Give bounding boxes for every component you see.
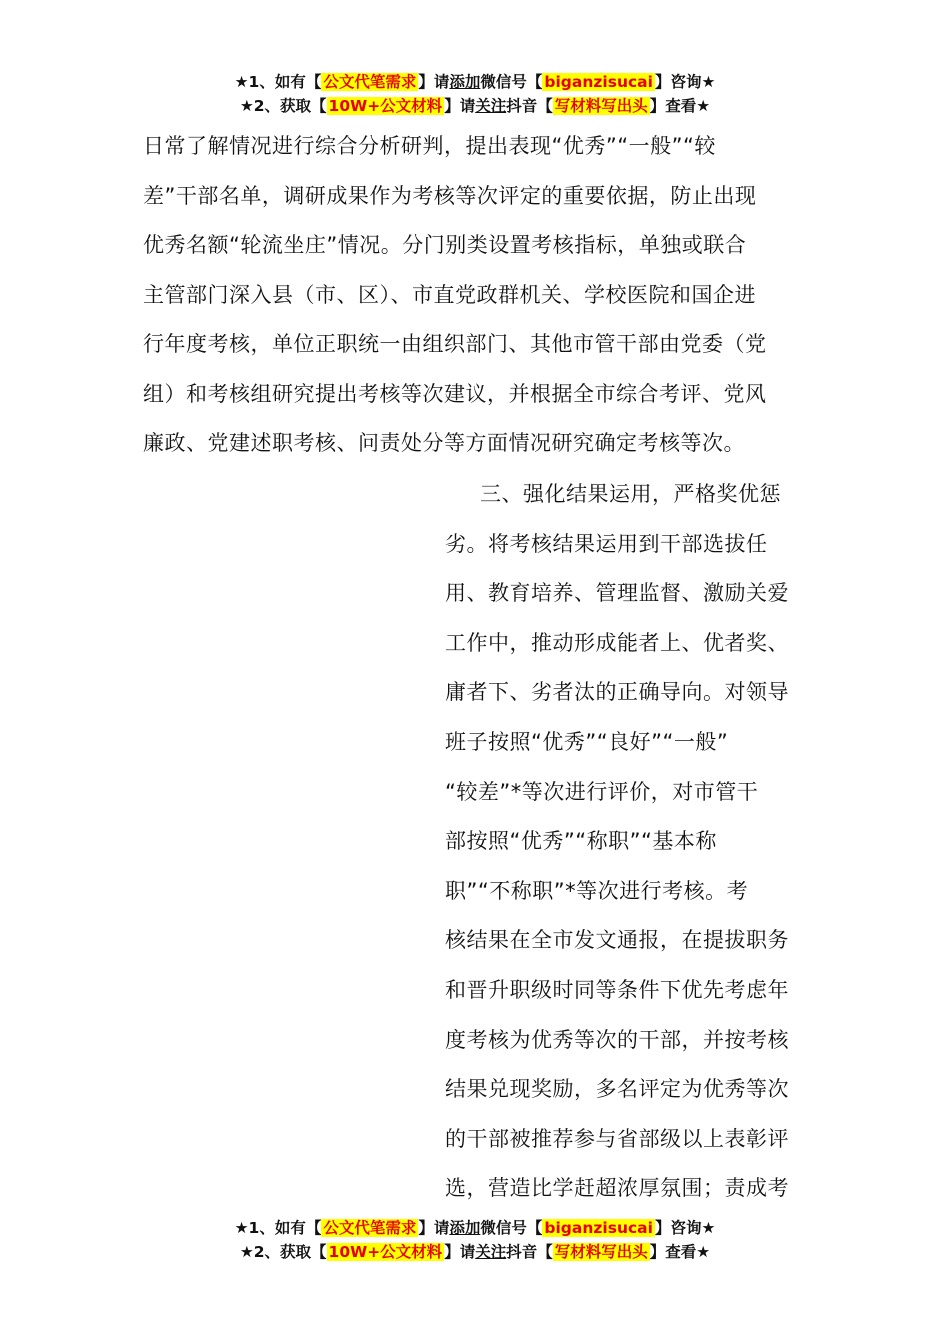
paragraph-2-line: 度考核为优秀等次的干部，并按考核: [445, 1027, 789, 1052]
paragraph-2-line: 核结果在全市发文通报，在提拔职务: [445, 928, 789, 953]
banner-line-2-mid-1: 】请: [444, 97, 476, 115]
paragraph-2-line: 工作中，推动形成能者上、优者奖、: [445, 630, 789, 655]
footer-banner: [0, 1216, 950, 1264]
paragraph-1-line: 差”干部名单，调研成果作为考核等次评定的重要依据，防止出现: [143, 183, 757, 208]
paragraph-2: [445, 470, 810, 1214]
paragraph-2-line: “较差”*等次进行评价，对市管干: [445, 779, 759, 804]
banner-line-1-suffix: 】咨询★: [654, 1219, 716, 1237]
banner-line-2-mid-2: 抖音【: [506, 97, 553, 115]
paragraph-2-line: 和晋升职级时同等条件下优先考虑年: [445, 977, 789, 1002]
banner-line-2-prefix: ★2、获取【: [239, 97, 327, 115]
banner-line-2-mid-1: 】请: [444, 1243, 476, 1261]
paragraph-1-line: 日常了解情况进行综合分析研判，提出表现“优秀”“一般”“较: [143, 134, 716, 158]
paragraph-2-line: 庸者下、劣者汰的正确导向。对领导: [445, 680, 789, 705]
paragraph-2-line: 结果兑现奖励，多名评定为优秀等次: [445, 1077, 789, 1102]
banner-line-1-prefix: ★1、如有【: [234, 1219, 322, 1237]
paragraph-1-line: 主管部门深入县（市、区）、市直党政群机关、学校医院和国企进: [143, 282, 756, 307]
banner-line-1-mid-2: 微信号【: [480, 73, 543, 91]
paragraph-2-line: 部按照“优秀”“称职”“基本称: [445, 829, 717, 854]
banner-line-1-suffix: 】咨询★: [654, 73, 716, 91]
banner-line-1-prefix: ★1、如有【: [234, 73, 322, 91]
paragraph-1-line: 行年度考核，单位正职统一由组织部门、其他市管干部由党委（党: [143, 332, 767, 356]
paragraph-2-line: 的干部被推荐参与省部级以上表彰评: [445, 1126, 789, 1151]
banner-line-1-emphasis: 添加: [449, 73, 481, 91]
paragraph-2-line: 班子按照“优秀”“良好”“一般”: [445, 729, 729, 754]
paragraph-2-line: 职”“不称职”*等次进行考核。考: [445, 878, 749, 903]
paragraph-1-line: 优秀名额“轮流坐庄”情况。分门别类设置考核指标，单独或联合: [143, 233, 747, 257]
banner-line-2-highlight-2: 写材料写出头: [554, 97, 648, 115]
paragraph-2-line: 用、教育培养、管理监督、激励关爱: [445, 581, 789, 606]
banner-line-2: [0, 94, 950, 118]
banner-line-2-highlight-1: 10W+公文材料: [328, 97, 443, 115]
banner-line-1: [0, 70, 950, 94]
banner-line-2: [0, 1240, 950, 1264]
paragraph-2-line: 劣。将考核结果运用到干部选拔任: [445, 531, 768, 556]
banner-line-2-highlight-1: 10W+公文材料: [328, 1243, 443, 1261]
banner-line-1-emphasis: 添加: [449, 1219, 481, 1237]
banner-line-2-prefix: ★2、获取【: [239, 1243, 327, 1261]
banner-line-2-mid-2: 抖音【: [506, 1243, 553, 1261]
banner-line-1: [0, 1216, 950, 1240]
banner-line-1-mid-2: 微信号【: [480, 1219, 543, 1237]
banner-line-1-highlight-1: 公文代笔需求: [323, 1219, 417, 1237]
section-heading-line: 三、强化结果运用，严格奖优惩: [480, 482, 781, 506]
banner-line-2-highlight-2: 写材料写出头: [554, 1243, 648, 1261]
paragraph-1-line: 组）和考核组研究提出考核等次建议，并根据全市综合考评、党风: [143, 381, 767, 406]
banner-line-1-highlight-1: 公文代笔需求: [323, 73, 417, 91]
paragraph-2-line: 选，营造比学赶超浓厚氛围；责成考: [445, 1176, 789, 1201]
banner-line-1-mid-1: 】请: [418, 73, 450, 91]
header-banner: [0, 70, 950, 118]
banner-line-1-highlight-2: biganzisucai: [544, 73, 653, 91]
paragraph-1-line: 廉政、党建述职考核、问责处分等方面情况研究确定考核等次。: [143, 431, 745, 455]
banner-line-2-suffix: 】查看★: [649, 97, 711, 115]
banner-line-1-highlight-2: biganzisucai: [544, 1219, 653, 1237]
paragraph-1: [143, 122, 808, 469]
banner-line-1-mid-1: 】请: [418, 1219, 450, 1237]
banner-line-2-emphasis: 关注: [475, 1243, 507, 1261]
banner-line-2-emphasis: 关注: [475, 97, 507, 115]
banner-line-2-suffix: 】查看★: [649, 1243, 711, 1261]
